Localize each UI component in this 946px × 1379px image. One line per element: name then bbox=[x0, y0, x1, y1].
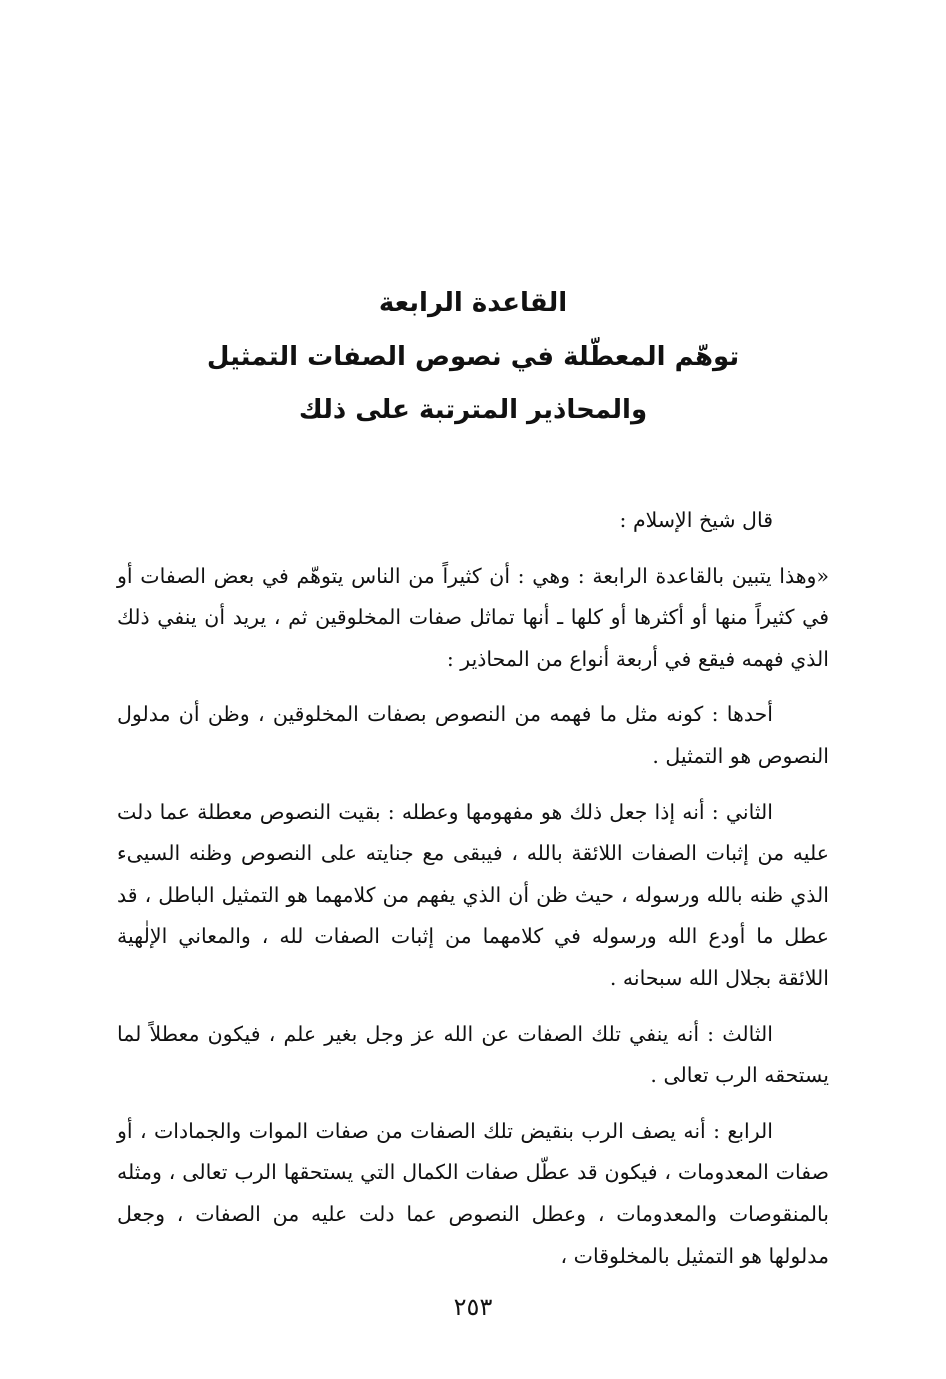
paragraph-first: أحدها : كونه مثل ما فهمه من النصوص بصفات المخلوقين ، وظن أن مدلول النصوص هو التمثيل . bbox=[117, 702, 829, 768]
intro-line: قال شيخ الإسلام : bbox=[619, 508, 773, 532]
page-number: ٢٥٣ bbox=[453, 1293, 493, 1321]
paragraph-second: الثاني : أنه إذا جعل ذلك هو مفهومها وعطله : بقيت النصوص معطلة عما دلت عليه من إثبات الصفات اللائقة بالله ، فيبقى مع جنايته على النصوص وظنه السيىء الذي ظنه بالله ورسوله ، حيث ظن أن الذي يفهم من كلامهما هو التمثيل الباطل ، قد عطل ما أودع الله ورسوله في كلامهما من إثبات الصفات لله ، والمعاني الإلٰهية اللائقة بجلال الله سبحانه . bbox=[117, 799, 829, 990]
body-text bbox=[117, 500, 829, 1291]
chapter-subtitle-line-2: والمحاذير المترتبة على ذلك bbox=[298, 395, 648, 425]
paragraph-intro-quote: «وهذا يتبين بالقاعدة الرابعة : وهي : أن كثيراً من الناس يتوهّم في بعض الصفات أو في كثيراً منها أو أكثرها أو كلها ـ أنها تماثل صفات المخلوقين ثم ، يريد أن ينفي ذلك الذي فهمه فيقع في أربعة أنواع من المحاذير : bbox=[117, 563, 829, 671]
paragraph-fourth: الرابع : أنه يصف الرب بنقيض تلك الصفات من صفات الموات والجمادات ، أو صفات المعدومات ، فيكون قد عطّل صفات الكمال التي يستحقها الرب تعالى ، ومثله بالمنقوصات والمعدومات ، وعطل النصوص عما دلت عليه من الصفات ، وجعل مدلولها هو التمثيل بالمخلوقات ، bbox=[117, 1118, 829, 1268]
chapter-title: القاعدة الرابعة bbox=[378, 288, 568, 318]
chapter-subtitle-line-1: توهّم المعطّلة في نصوص الصفات التمثيل bbox=[206, 342, 740, 372]
paragraph-third: الثالث : أنه ينفي تلك الصفات عن الله عز وجل بغير علم ، فيكون معطلاً لما يستحقه الرب تعالى . bbox=[117, 1021, 829, 1088]
